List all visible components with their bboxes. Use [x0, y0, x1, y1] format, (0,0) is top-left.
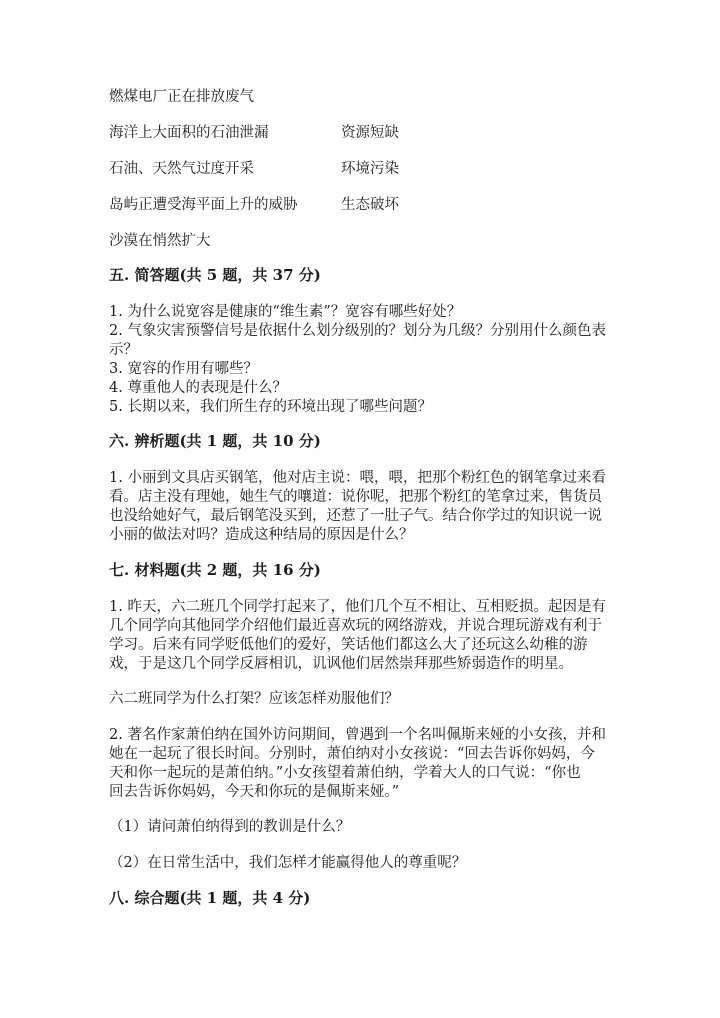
question-line: 4. 尊重他人的表现是什么？ [109, 380, 287, 396]
section-heading-material: 七. 材料题(共 2 题，共 16 分) [109, 561, 321, 579]
match-left-item: 海洋上大面积的石油泄漏 [109, 125, 269, 141]
question-line: 2. 气象灾害预警信号是依据什么划分级别的？划分为几级？分别用什么颜色表 [109, 323, 606, 339]
material-sub-question: （2）在日常生活中，我们怎样才能赢得他人的尊重呢？ [109, 855, 467, 871]
match-right-item: 生态破坏 [341, 197, 399, 213]
match-left-item: 沙漠在悄然扩大 [109, 233, 211, 249]
material-question: 六二班同学为什么打架？应该怎样劝服他们？ [109, 691, 399, 707]
material-line: 1. 昨天，六二班几个同学打起来了，他们几个互不相让、互相贬损。起因是有 [109, 599, 606, 615]
material-line: 回去告诉你妈妈，今天和你玩的是佩斯来娅。” [109, 784, 400, 800]
match-left-item: 燃煤电厂正在排放废气 [109, 89, 254, 105]
question-line: 也没给她好气，最后钢笔没买到，还惹了一肚子气。结合你学过的知识说一说 [109, 508, 602, 524]
question-line: 3. 宽容的作用有哪些？ [109, 361, 258, 377]
material-line: 几个同学向其他同学介绍他们最近喜欢玩的网络游戏，并说合理玩游戏有利于 [109, 618, 602, 634]
question-line: 看。店主没有理她，她生气的嚷道：说你呢，把那个粉红的笔拿过来，售货员 [109, 489, 602, 505]
match-left-item: 石油、天然气过度开采 [109, 161, 254, 177]
question-line: 1. 小丽到文具店买钢笔，他对店主说：喂，喂，把那个粉红色的钢笔拿过来看 [109, 470, 606, 486]
material-line: 她在一起玩了很长时间。分别时，萧伯纳对小女孩说：“回去告诉你妈妈，今 [109, 746, 595, 762]
material-line: 2. 著名作家萧伯纳在国外访问期间，曾遇到一个名叫佩斯来娅的小女孩，并和 [109, 727, 606, 743]
section-heading-short-answer: 五. 简答题(共 5 题，共 37 分) [109, 266, 321, 284]
question-line: 小丽的做法对吗？造成这种结局的原因是什么？ [109, 527, 414, 543]
match-left-item: 岛屿正遭受海平面上升的威胁 [109, 197, 298, 213]
material-line: 天和你一起玩的是萧伯纳。”小女孩望着萧伯纳，学着大人的口气说：“你也 [109, 765, 581, 781]
match-right-item: 环境污染 [341, 161, 399, 177]
material-sub-question: （1）请问萧伯纳得到的教训是什么？ [109, 819, 351, 835]
match-right-item: 资源短缺 [341, 125, 399, 141]
question-line: 1. 为什么说宽容是健康的“维生素”？宽容有哪些好处？ [109, 304, 462, 320]
material-line: 学习。后来有同学贬低他们的爱好，笑话他们都这么大了还玩这么幼稚的游 [109, 637, 588, 653]
question-line: 5. 长期以来，我们所生存的环境出现了哪些问题？ [109, 399, 432, 415]
material-line: 戏，于是这几个同学反唇相讥，讥讽他们居然崇拜那些矫弱造作的明星。 [109, 656, 573, 672]
question-line: 示？ [109, 342, 138, 358]
section-heading-analysis: 六. 辨析题(共 1 题，共 10 分) [109, 432, 321, 450]
section-heading-comprehensive: 八. 综合题(共 1 题，共 4 分) [109, 889, 311, 907]
